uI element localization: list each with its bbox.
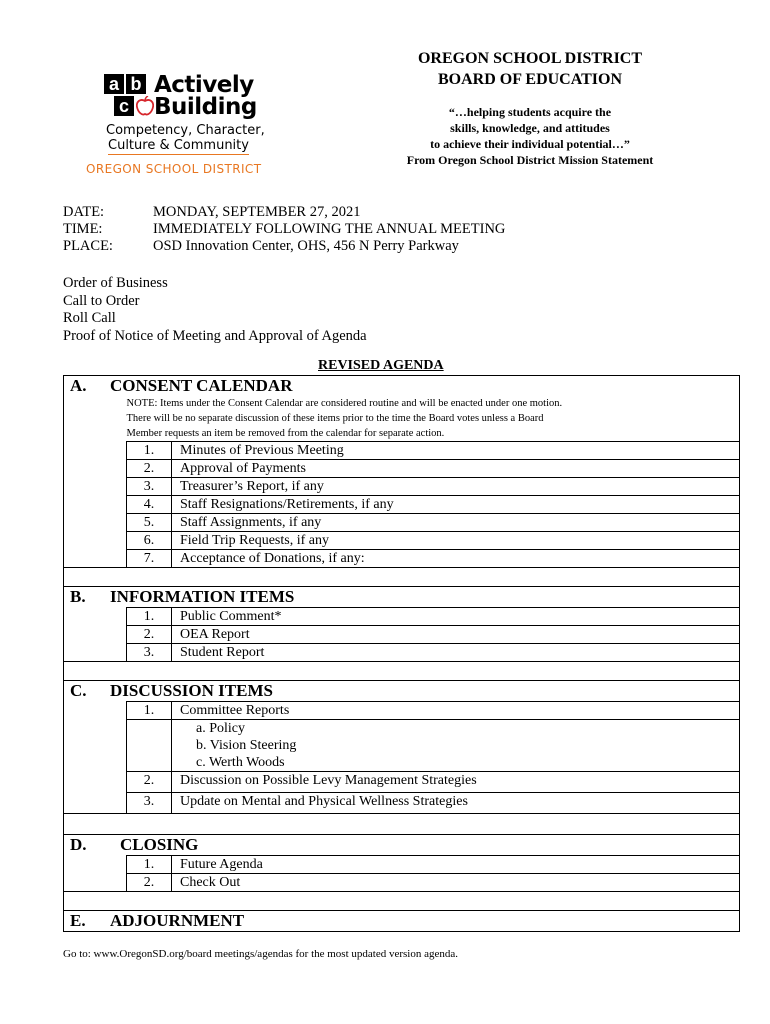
order-of-business bbox=[63, 275, 367, 345]
mission-quote-3: to achieve their individual potential…” bbox=[430, 137, 630, 151]
note-line: Member requests an item be removed from the calendar for separate action. bbox=[126, 428, 445, 439]
agenda-item bbox=[64, 460, 739, 478]
agenda-item bbox=[64, 608, 739, 626]
order-line: Order of Business bbox=[63, 275, 168, 291]
logo-letter-b: b bbox=[126, 74, 146, 94]
section-spacer bbox=[64, 568, 739, 587]
section-letter: A. bbox=[70, 376, 87, 395]
logo-tagline-2: Culture & Community bbox=[108, 138, 249, 153]
section-spacer bbox=[64, 662, 739, 681]
item-number: 6. bbox=[127, 532, 172, 550]
item-text: Treasurer’s Report, if any bbox=[172, 478, 740, 496]
section-letter: E. bbox=[70, 911, 86, 930]
logo-letter-a: a bbox=[104, 74, 124, 94]
order-line: Roll Call bbox=[63, 310, 116, 326]
item-number: 1. bbox=[127, 442, 172, 460]
item-number: 2. bbox=[127, 772, 172, 793]
item-text: Student Report bbox=[172, 644, 740, 662]
agenda-item bbox=[64, 478, 739, 496]
item-number: 3. bbox=[127, 644, 172, 662]
item-number: 7. bbox=[127, 550, 172, 568]
item-number bbox=[127, 720, 172, 772]
item-number: 1. bbox=[127, 702, 172, 720]
section-letter: C. bbox=[70, 681, 87, 700]
item-text: Staff Assignments, if any bbox=[172, 514, 740, 532]
section-title: INFORMATION ITEMS bbox=[110, 587, 295, 606]
logo-letter-c: c bbox=[114, 96, 134, 116]
item-text: Field Trip Requests, if any bbox=[172, 532, 740, 550]
item-text: Check Out bbox=[172, 874, 740, 892]
logo-tagline-1: Competency, Character, bbox=[106, 123, 265, 138]
apple-icon bbox=[136, 96, 154, 116]
note-line: There will be no separate discussion of these items prior to the time the Board votes unless a Board bbox=[126, 413, 544, 424]
item-number: 1. bbox=[127, 608, 172, 626]
subitem: c. Werth Woods bbox=[196, 755, 285, 770]
section-e-header bbox=[64, 911, 739, 932]
agenda-item bbox=[64, 514, 739, 532]
item-number: 4. bbox=[127, 496, 172, 514]
item-number: 3. bbox=[127, 478, 172, 496]
item-number: 3. bbox=[127, 793, 172, 814]
time-row bbox=[63, 221, 505, 239]
subitem: b. Vision Steering bbox=[196, 738, 297, 753]
agenda-table bbox=[63, 375, 740, 932]
agenda-item bbox=[64, 626, 739, 644]
item-number: 2. bbox=[127, 874, 172, 892]
logo-building: Building bbox=[154, 94, 257, 120]
agenda-item bbox=[64, 772, 739, 793]
district-title: OREGON SCHOOL DISTRICT bbox=[417, 50, 643, 67]
order-line: Call to Order bbox=[63, 292, 140, 309]
agenda-item bbox=[64, 532, 739, 550]
item-text: Public Comment* bbox=[172, 608, 740, 626]
section-a-header bbox=[64, 376, 739, 396]
note-line: NOTE: Items under the Consent Calendar are considered routine and will be enacted under one motion. bbox=[126, 398, 563, 409]
agenda-item bbox=[64, 442, 739, 460]
agenda-item bbox=[64, 644, 739, 662]
section-d-header bbox=[64, 835, 739, 856]
section-title: CONSENT CALENDAR bbox=[110, 376, 293, 395]
item-text: Future Agenda bbox=[172, 856, 740, 874]
mission-quote-2: skills, knowledge, and attitudes bbox=[450, 121, 610, 135]
section-letter: D. bbox=[70, 835, 87, 854]
district-logo bbox=[86, 70, 304, 180]
agenda-item bbox=[64, 793, 739, 814]
agenda-subitems bbox=[64, 720, 739, 772]
board-title: BOARD OF EDUCATION bbox=[437, 71, 622, 88]
section-title: ADJOURNMENT bbox=[110, 911, 245, 930]
item-text: Update on Mental and Physical Wellness Strategies bbox=[172, 793, 740, 814]
date-row bbox=[63, 204, 360, 222]
section-letter: B. bbox=[70, 587, 86, 606]
mission-quote-1: “…helping students acquire the bbox=[448, 105, 612, 119]
item-text: Acceptance of Donations, if any: bbox=[172, 550, 740, 568]
mission-source: From Oregon School District Mission Statement bbox=[406, 153, 654, 167]
item-text: Discussion on Possible Levy Management Strategies bbox=[172, 772, 740, 793]
item-number: 5. bbox=[127, 514, 172, 532]
item-text: Minutes of Previous Meeting bbox=[172, 442, 740, 460]
order-line: Proof of Notice of Meeting and Approval of Agenda bbox=[63, 327, 367, 344]
logo-district-name: OREGON SCHOOL DISTRICT bbox=[86, 162, 262, 176]
place-row bbox=[63, 238, 459, 256]
section-c-header bbox=[64, 681, 739, 702]
footer-note: Go to: www.OregonSD.org/board meetings/agendas for the most updated version agenda. bbox=[63, 948, 458, 960]
date-value: MONDAY, SEPTEMBER 27, 2021 bbox=[153, 204, 361, 220]
logo-actively: Actively bbox=[154, 72, 254, 98]
item-number: 2. bbox=[127, 460, 172, 478]
agenda-item bbox=[64, 496, 739, 514]
section-title: DISCUSSION ITEMS bbox=[110, 681, 273, 700]
agenda-item bbox=[64, 874, 739, 892]
place-label: PLACE: bbox=[63, 238, 113, 254]
subitem: a. Policy bbox=[196, 721, 245, 736]
revised-agenda-heading: REVISED AGENDA bbox=[318, 358, 444, 373]
date-label: DATE: bbox=[63, 204, 105, 220]
item-text: Approval of Payments bbox=[172, 460, 740, 478]
time-label: TIME: bbox=[63, 221, 103, 237]
header-block bbox=[358, 48, 702, 168]
section-b-header bbox=[64, 587, 739, 608]
item-text: OEA Report bbox=[172, 626, 740, 644]
section-spacer bbox=[64, 814, 739, 835]
agenda-item bbox=[64, 550, 739, 568]
agenda-item bbox=[64, 702, 739, 720]
consent-note bbox=[64, 396, 739, 442]
item-text: Committee Reports bbox=[172, 702, 740, 720]
agenda-item bbox=[64, 856, 739, 874]
item-number: 2. bbox=[127, 626, 172, 644]
item-number: 1. bbox=[127, 856, 172, 874]
section-spacer bbox=[64, 892, 739, 911]
place-value: OSD Innovation Center, OHS, 456 N Perry Parkway bbox=[153, 238, 459, 254]
item-text: Staff Resignations/Retirements, if any bbox=[172, 496, 740, 514]
time-value: IMMEDIATELY FOLLOWING THE ANNUAL MEETING bbox=[153, 221, 506, 237]
section-title: CLOSING bbox=[120, 835, 199, 854]
